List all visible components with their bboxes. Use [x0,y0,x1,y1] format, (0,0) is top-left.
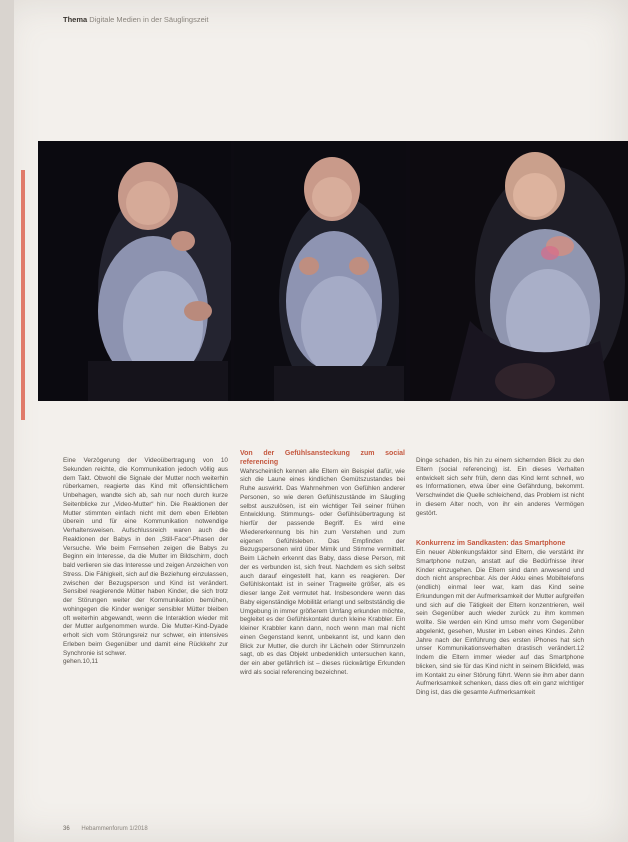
baby-photo-3 [410,141,628,401]
subheading-smartphone: Konkurrenz im Sandkasten: das Smartphone [416,540,566,548]
column-3-text: Ein neuer Ablenkungsfaktor sind Eltern, die verstärkt ihr Smartphone nutzen, anstatt auf die Bedürfnisse ihrer Kinder einzugehen. Die Eltern sind dann anwesend und doch nicht ansprechbar. Als der Akku eines Mobiltelefons (endlich) einmal leer war, kam das Kind seine Erkundungen mit der Aufmerksamkeit der Mutter aufgreifen und sich auf die Tätigkeit der Eltern konzentrieren, weil sein Gegenüber auch wieder zurück zu ihm kommen wollte. Sie werden ein Kind umso mehr vom Gegenüber abgelenkt, gesehen, Muster im Leben eines Kindes. Zehn Jahre nach der Einführung des ersten iPhones hat sich unser Kommunikationsverhalten drastisch verändert.12 Indem die Eltern immer wieder auf das Smartphone blicken, sind sie für das Kind nicht in seinem Blickfeld, was im Kontakt zu einer Störung führt. Wenn sie ihm aber dann Aufmerksamkeit schenken, dass dies oft ein ganz wichtiger Ding ist, das die gesamte Aufmerksamkeit [416,549,584,697]
text-column-1 [63,457,228,667]
page-edge [0,0,14,842]
text-column-2 [240,450,405,678]
subheading-social-referencing: Von der Gefühlsansteckung zum social referencing [240,450,405,466]
photo-strip [38,141,628,401]
baby-photo-1 [38,141,231,401]
column-2-text: Wahrscheinlich kennen alle Eltern ein Beispiel dafür, wie sich die Laune eines kindlichen Gemütszustandes bei Ruhe auswirkt. Das Wahrnehmen von Gefühlen anderer Personen, so wie deren Gefühlszustände im Säugling selbst auszulösen, ist ein wichtiger Teil seiner frühen Entwicklung. Stimmungs- oder Gefühlsübertragung ist hierfür der passende Begriff. Es wird eine Wiedererkennung bis hin zum Verstehen und zum eigenen Gefühlsleben. Das Empfinden der Bezugspersonen wird über Mimik und Stimme vermittelt. Beim Lächeln erkennt das Baby, dass diese Person, mit der es verbunden ist, sich freut. Nachdem es sich selbst auch darauf eingestellt hat, kann es reagieren. Der Gefühlskontakt ist in seiner Tragweite größer, als es dieser lange Zeit vermutet hat. Insbesondere wenn das Baby eigenständige Mobilität erlangt und selbstständig die Umgebung in immer größerem Umfang erkunden möchte, begleitet es der Gefühlskontakt durch kleine Krabbler. Ein kleiner Krabbler kann dann, noch wenn man mal nicht einen Gegenstand kennt, unbekannt ist, und kann den Blick zur Mutter, die durch ihr Lächeln oder Stirnrunzeln sagt, ob es das Objekt unbedenklich untersuchen kann, der ein aber gefährlich ist – dieses rückwärtige Erkunden wird als social referencing bezeichnet. [240,467,405,676]
running-head [63,15,209,24]
text-column-3 [416,457,584,698]
column-3-top-text: Dinge schaden, bis hin zu einem sichernden Blick zu den Eltern (social referencing) ist. Ein dieses Verhalten entwickelt sich sehr früh, denn das Kind lernt schnell, wo es Informationen, etwa über eine Gefährdung, bekommt. Verschwindet die Quelle schleichend, das Problem ist nicht in diesem Alter noch, von ihr ein anderes Vermögen gestört. [416,457,584,517]
baby-photo-2 [234,141,406,401]
page-footer [63,826,148,832]
page-number: 36 [63,826,70,832]
publication-name: Hebammenforum 1/2018 [81,826,148,832]
article-title: Digitale Medien in der Säuglingszeit [89,15,209,24]
section-label: Thema [63,15,88,24]
column-1-text: Eine Verzögerung der Videoübertragung von 10 Sekunden reichte, die Kommunikation jedoch völlig aus dem Takt. Obwohl die Signale der Mutter noch weiterhin rüberkamen, reagierte das Kind mit offensichtlichem Unbehagen, wandte sich ab, sah nur noch durch kurze Seitenblicke zur „Video-Mutter“ hin. Die Reaktionen der Mutter stimmten einfach nicht mit dem eben Erlebten überein und für eine Kommunikation notwendige Verhaltensweisen. Aufschlussreich waren auch die Reaktionen der Babys in den „Still-Face“-Phasen der Versuche. Wie beim Fernsehen zeigen die Babys zu Beginn ein Interesse, da die Mutter im Bildschirm, doch bald verlieren sie das Interesse und zeigen Anzeichen von Stress. Die Fähigkeit, sich auf die Beziehung einzulassen, zwischen der Bezugsperson und Kind ist verändert. Sensibel reagierende Mütter haben Kinder, die sich trotz der Störungen weiter der Kommunikation bemühen, wohingegen die Kinder weniger sensibler Mütter bleiben oft weiterhin abgewandt, wenn die Interaktion wieder mit der Mutter aufgenommen wurde. Die Mutter-Kind-Dyade erholt sich vom Störungsreiz nur schwer, ein intensives Erleben beim Gegenüber und damit eine Rückkehr zur Synchronie ist schwer. [63,457,228,657]
section-tab [21,170,25,420]
column-1-end: gehen.10,11 [63,658,99,666]
